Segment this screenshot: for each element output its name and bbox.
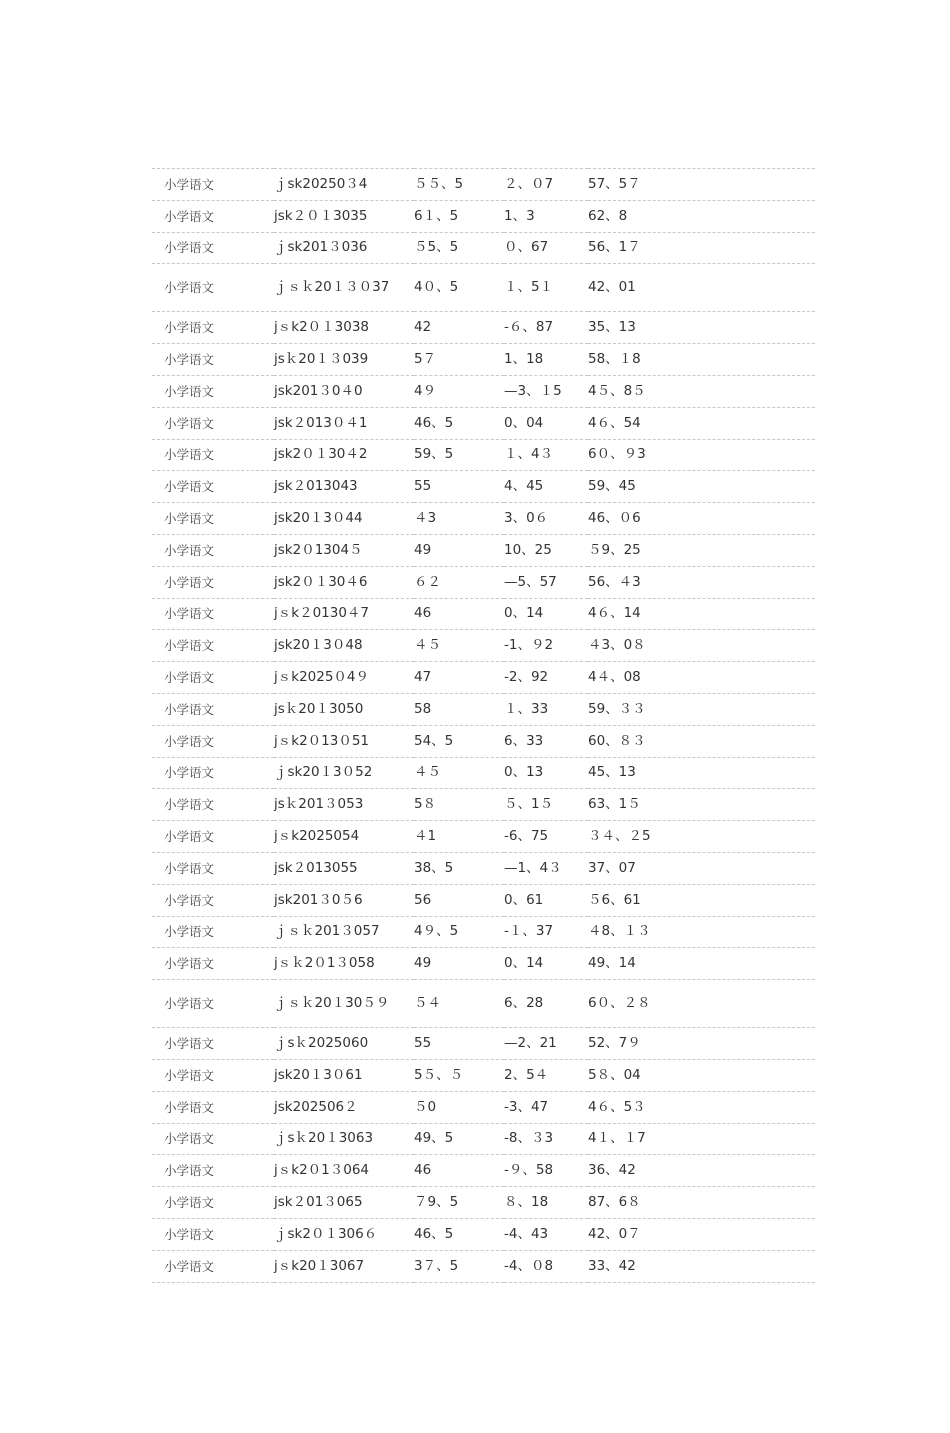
total-cell: 87、6８ bbox=[588, 1187, 815, 1219]
code-cell: jsk20１3０44 bbox=[274, 503, 414, 535]
total-cell: 57、5７ bbox=[588, 169, 815, 201]
score-cell: 49 bbox=[414, 948, 504, 980]
total-cell: 4６、54 bbox=[588, 407, 815, 439]
difference-cell: —3、１5 bbox=[504, 375, 588, 407]
table-row bbox=[152, 312, 815, 344]
table-row bbox=[152, 264, 815, 312]
table-row bbox=[152, 1123, 815, 1155]
difference-cell: -1、９2 bbox=[504, 630, 588, 662]
total-cell: 4６、5３ bbox=[588, 1091, 815, 1123]
score-cell: 55 bbox=[414, 1028, 504, 1060]
total-cell: 58、１8 bbox=[588, 344, 815, 376]
difference-cell: —5、57 bbox=[504, 566, 588, 598]
subject-cell: 小学语文 bbox=[152, 725, 274, 757]
code-cell: jsｋ20１３039 bbox=[274, 344, 414, 376]
difference-cell: 6、28 bbox=[504, 980, 588, 1028]
score-cell: 46 bbox=[414, 598, 504, 630]
total-cell: 37、07 bbox=[588, 852, 815, 884]
difference-cell: １、4３ bbox=[504, 439, 588, 471]
difference-cell: 10、25 bbox=[504, 534, 588, 566]
total-cell: 52、7９ bbox=[588, 1028, 815, 1060]
score-cell: 5８ bbox=[414, 789, 504, 821]
code-cell: ｊｓｋ201３057 bbox=[274, 916, 414, 948]
difference-cell: 4、45 bbox=[504, 471, 588, 503]
code-cell: jsk２０１3035 bbox=[274, 200, 414, 232]
table-row bbox=[152, 1218, 815, 1250]
table-row bbox=[152, 1028, 815, 1060]
code-cell: jsk２013055 bbox=[274, 852, 414, 884]
table-row bbox=[152, 598, 815, 630]
table-row bbox=[152, 821, 815, 853]
score-cell: ５５、5 bbox=[414, 169, 504, 201]
difference-cell: 0、61 bbox=[504, 884, 588, 916]
code-cell: jsk２01３065 bbox=[274, 1187, 414, 1219]
score-cell: 58 bbox=[414, 693, 504, 725]
difference-cell: -4、０8 bbox=[504, 1250, 588, 1282]
score-cell: 46 bbox=[414, 1155, 504, 1187]
score-table-body bbox=[152, 169, 815, 1283]
code-cell: jsk2０１30４6 bbox=[274, 566, 414, 598]
table-row bbox=[152, 757, 815, 789]
score-cell: 55 bbox=[414, 471, 504, 503]
subject-cell: 小学语文 bbox=[152, 375, 274, 407]
subject-cell: 小学语文 bbox=[152, 169, 274, 201]
table-row bbox=[152, 1155, 815, 1187]
difference-cell: 2、5４ bbox=[504, 1059, 588, 1091]
table-row bbox=[152, 948, 815, 980]
score-cell: 49、5 bbox=[414, 1123, 504, 1155]
score-cell: ４3 bbox=[414, 503, 504, 535]
difference-cell: —1、4３ bbox=[504, 852, 588, 884]
total-cell: 42、01 bbox=[588, 264, 815, 312]
subject-cell: 小学语文 bbox=[152, 1250, 274, 1282]
difference-cell: 3、0６ bbox=[504, 503, 588, 535]
difference-cell: 1、18 bbox=[504, 344, 588, 376]
subject-cell: 小学语文 bbox=[152, 344, 274, 376]
total-cell: 46、０6 bbox=[588, 503, 815, 535]
score-cell: ５４ bbox=[414, 980, 504, 1028]
difference-cell: -3、47 bbox=[504, 1091, 588, 1123]
table-row bbox=[152, 169, 815, 201]
table-row bbox=[152, 725, 815, 757]
table-row bbox=[152, 503, 815, 535]
difference-cell: -６、87 bbox=[504, 312, 588, 344]
score-cell: 4９、5 bbox=[414, 916, 504, 948]
table-row bbox=[152, 980, 815, 1028]
table-row bbox=[152, 566, 815, 598]
score-cell: ４1 bbox=[414, 821, 504, 853]
score-table bbox=[152, 168, 815, 1283]
subject-cell: 小学语文 bbox=[152, 916, 274, 948]
code-cell: jsｋ20１3050 bbox=[274, 693, 414, 725]
subject-cell: 小学语文 bbox=[152, 200, 274, 232]
code-cell: jｓｋ2０1３058 bbox=[274, 948, 414, 980]
difference-cell: 0、14 bbox=[504, 948, 588, 980]
score-cell: 4０、5 bbox=[414, 264, 504, 312]
score-cell: 47 bbox=[414, 662, 504, 694]
total-cell: 35、13 bbox=[588, 312, 815, 344]
score-cell: 38、5 bbox=[414, 852, 504, 884]
total-cell: 60、８３ bbox=[588, 725, 815, 757]
total-cell: 59、３３ bbox=[588, 693, 815, 725]
score-cell: 54、5 bbox=[414, 725, 504, 757]
code-cell: jsk201３0５6 bbox=[274, 884, 414, 916]
code-cell: jsk2０1304５ bbox=[274, 534, 414, 566]
difference-cell: 6、33 bbox=[504, 725, 588, 757]
difference-cell: -2、92 bbox=[504, 662, 588, 694]
subject-cell: 小学语文 bbox=[152, 598, 274, 630]
difference-cell: -6、75 bbox=[504, 821, 588, 853]
subject-cell: 小学语文 bbox=[152, 948, 274, 980]
table-row bbox=[152, 1250, 815, 1282]
subject-cell: 小学语文 bbox=[152, 1155, 274, 1187]
table-row bbox=[152, 375, 815, 407]
subject-cell: 小学语文 bbox=[152, 1091, 274, 1123]
table-row bbox=[152, 344, 815, 376]
score-cell: ５5、5 bbox=[414, 232, 504, 264]
score-cell: ５0 bbox=[414, 1091, 504, 1123]
table-row bbox=[152, 534, 815, 566]
code-cell: jsk2０１30４2 bbox=[274, 439, 414, 471]
code-cell: ｊsk20１3０52 bbox=[274, 757, 414, 789]
score-cell: 46、5 bbox=[414, 407, 504, 439]
subject-cell: 小学语文 bbox=[152, 662, 274, 694]
total-cell: 4１、１7 bbox=[588, 1123, 815, 1155]
total-cell: 6０、９3 bbox=[588, 439, 815, 471]
subject-cell: 小学语文 bbox=[152, 312, 274, 344]
total-cell: ５6、61 bbox=[588, 884, 815, 916]
difference-cell: 0、14 bbox=[504, 598, 588, 630]
code-cell: jｓk2025054 bbox=[274, 821, 414, 853]
code-cell: jsk２013043 bbox=[274, 471, 414, 503]
subject-cell: 小学语文 bbox=[152, 1059, 274, 1091]
subject-cell: 小学语文 bbox=[152, 471, 274, 503]
code-cell: jｓk2０13０51 bbox=[274, 725, 414, 757]
difference-cell: ２、０7 bbox=[504, 169, 588, 201]
subject-cell: 小学语文 bbox=[152, 1187, 274, 1219]
table-row bbox=[152, 439, 815, 471]
difference-cell: ０、67 bbox=[504, 232, 588, 264]
total-cell: 63、1５ bbox=[588, 789, 815, 821]
subject-cell: 小学语文 bbox=[152, 789, 274, 821]
total-cell: 5８、04 bbox=[588, 1059, 815, 1091]
score-cell: 3７、5 bbox=[414, 1250, 504, 1282]
score-cell: ６２ bbox=[414, 566, 504, 598]
code-cell: ｊsk20250３4 bbox=[274, 169, 414, 201]
score-cell: ７9、5 bbox=[414, 1187, 504, 1219]
total-cell: 6０、２８ bbox=[588, 980, 815, 1028]
difference-cell: １、5１ bbox=[504, 264, 588, 312]
code-cell: ｊsｋ20１3063 bbox=[274, 1123, 414, 1155]
table-row bbox=[152, 1091, 815, 1123]
table-row bbox=[152, 789, 815, 821]
total-cell: 4４、08 bbox=[588, 662, 815, 694]
total-cell: 56、４3 bbox=[588, 566, 815, 598]
difference-cell: 1、3 bbox=[504, 200, 588, 232]
total-cell: 56、1７ bbox=[588, 232, 815, 264]
table-row bbox=[152, 471, 815, 503]
total-cell: ４8、１３ bbox=[588, 916, 815, 948]
total-cell: ４3、0８ bbox=[588, 630, 815, 662]
code-cell: jsk20１3０61 bbox=[274, 1059, 414, 1091]
table-row bbox=[152, 693, 815, 725]
score-cell: 5５、５ bbox=[414, 1059, 504, 1091]
subject-cell: 小学语文 bbox=[152, 503, 274, 535]
code-cell: jｓk20１3067 bbox=[274, 1250, 414, 1282]
total-cell: ５9、25 bbox=[588, 534, 815, 566]
subject-cell: 小学语文 bbox=[152, 534, 274, 566]
subject-cell: 小学语文 bbox=[152, 264, 274, 312]
difference-cell: —2、21 bbox=[504, 1028, 588, 1060]
score-cell: 6１、5 bbox=[414, 200, 504, 232]
table-row bbox=[152, 916, 815, 948]
total-cell: 49、14 bbox=[588, 948, 815, 980]
difference-cell: -１、37 bbox=[504, 916, 588, 948]
score-cell: 56 bbox=[414, 884, 504, 916]
code-cell: jｓk2０１3038 bbox=[274, 312, 414, 344]
total-cell: 36、42 bbox=[588, 1155, 815, 1187]
difference-cell: -4、43 bbox=[504, 1218, 588, 1250]
code-cell: jｓk2025０4９ bbox=[274, 662, 414, 694]
score-cell: 49 bbox=[414, 534, 504, 566]
code-cell: jsk201３0４0 bbox=[274, 375, 414, 407]
total-cell: 59、45 bbox=[588, 471, 815, 503]
subject-cell: 小学语文 bbox=[152, 821, 274, 853]
subject-cell: 小学语文 bbox=[152, 884, 274, 916]
subject-cell: 小学语文 bbox=[152, 693, 274, 725]
score-cell: ４５ bbox=[414, 757, 504, 789]
difference-cell: -９、58 bbox=[504, 1155, 588, 1187]
code-cell: jsｋ201３053 bbox=[274, 789, 414, 821]
code-cell: jsk２013０４1 bbox=[274, 407, 414, 439]
table-row bbox=[152, 852, 815, 884]
score-cell: ４５ bbox=[414, 630, 504, 662]
total-cell: 33、42 bbox=[588, 1250, 815, 1282]
subject-cell: 小学语文 bbox=[152, 407, 274, 439]
total-cell: 42、0７ bbox=[588, 1218, 815, 1250]
score-cell: 46、5 bbox=[414, 1218, 504, 1250]
table-row bbox=[152, 200, 815, 232]
table-row bbox=[152, 662, 815, 694]
subject-cell: 小学语文 bbox=[152, 852, 274, 884]
subject-cell: 小学语文 bbox=[152, 566, 274, 598]
total-cell: ３４、２5 bbox=[588, 821, 815, 853]
subject-cell: 小学语文 bbox=[152, 630, 274, 662]
code-cell: jｓk２0130４7 bbox=[274, 598, 414, 630]
subject-cell: 小学语文 bbox=[152, 439, 274, 471]
subject-cell: 小学语文 bbox=[152, 1123, 274, 1155]
table-row bbox=[152, 884, 815, 916]
difference-cell: 0、04 bbox=[504, 407, 588, 439]
subject-cell: 小学语文 bbox=[152, 1028, 274, 1060]
difference-cell: -8、３3 bbox=[504, 1123, 588, 1155]
difference-cell: 0、13 bbox=[504, 757, 588, 789]
table-row bbox=[152, 630, 815, 662]
score-cell: 59、5 bbox=[414, 439, 504, 471]
subject-cell: 小学语文 bbox=[152, 980, 274, 1028]
subject-cell: 小学语文 bbox=[152, 1218, 274, 1250]
code-cell: jsk20１3０48 bbox=[274, 630, 414, 662]
score-cell: 4９ bbox=[414, 375, 504, 407]
code-cell: jsk202506２ bbox=[274, 1091, 414, 1123]
table-row bbox=[152, 1187, 815, 1219]
difference-cell: ５、1５ bbox=[504, 789, 588, 821]
table-row bbox=[152, 232, 815, 264]
total-cell: 45、13 bbox=[588, 757, 815, 789]
difference-cell: １、33 bbox=[504, 693, 588, 725]
code-cell: ｊｓｋ20１３０37 bbox=[274, 264, 414, 312]
code-cell: jｓk2０1３064 bbox=[274, 1155, 414, 1187]
code-cell: ｊsｋ2025060 bbox=[274, 1028, 414, 1060]
subject-cell: 小学语文 bbox=[152, 232, 274, 264]
table-row bbox=[152, 407, 815, 439]
total-cell: 62、8 bbox=[588, 200, 815, 232]
code-cell: ｊsk2０１306６ bbox=[274, 1218, 414, 1250]
total-cell: 4６、14 bbox=[588, 598, 815, 630]
code-cell: ｊsk201３036 bbox=[274, 232, 414, 264]
difference-cell: ８、18 bbox=[504, 1187, 588, 1219]
subject-cell: 小学语文 bbox=[152, 757, 274, 789]
score-cell: 42 bbox=[414, 312, 504, 344]
table-row bbox=[152, 1059, 815, 1091]
score-cell: 5７ bbox=[414, 344, 504, 376]
code-cell: ｊｓｋ20１30５９ bbox=[274, 980, 414, 1028]
total-cell: 4５、8５ bbox=[588, 375, 815, 407]
